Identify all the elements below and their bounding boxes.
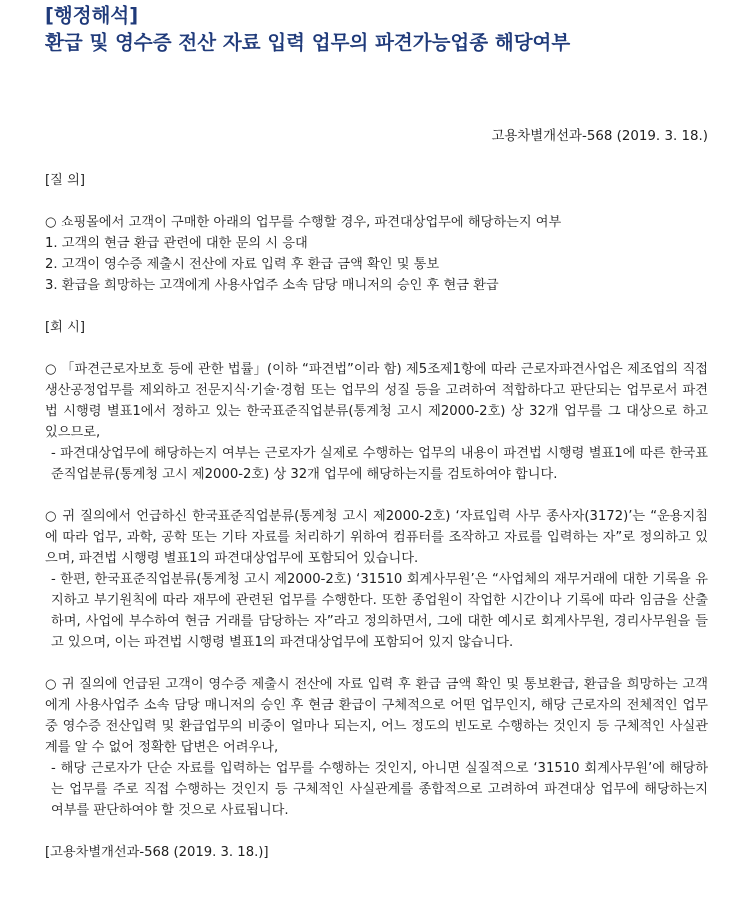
answer-paragraph-1: ○ 「파견근로자보호 등에 관한 법률」(이하 “파견법”이라 함) 제5조제1항에 따라 근로자파견사업은 제조업의 직접생산공정업무를 제외하고 전문지식·기술·경험 또는 업무의 성질 등을 고려하여 적합하다고 판단되는 업무로서 파견법 시행령 별표1에서 정하고 있는 한국표준직업분류(통계청 고시 제2000-2호) 상 32개 업무를 그 대상으로 하고 있으므로, [45,362,708,440]
question-item-3: 3. 환급을 희망하는 고객에게 사용사업주 소속 담당 매니저의 승인 후 현금 환급 [45,278,499,293]
answer-paragraph-1-sub: - 파견대상업무에 해당하는지 여부는 근로자가 실제로 수행하는 업무의 내용이 파견법 시행령 별표1에 따른 한국표준직업분류(통계청 고시 제2000-2호) 상 32개 업무에 해당하는지를 검토하여야 합니다. [51,446,708,482]
question-lead: ○ 쇼핑몰에서 고객이 구매한 아래의 업무를 수행할 경우, 파견대상업무에 해당하는지 여부 [45,215,562,230]
category-tag: [행정해석] [45,4,139,27]
answer-paragraph-2: ○ 귀 질의에서 언급하신 한국표준직업분류(통계청 고시 제2000-2호) ‘자료입력 사무 종사자(3172)’는 “운용지침에 따라 업무, 과학, 공학 또는 기타 자료를 처리하기 위하여 컴퓨터를 조작하고 자료를 입력하는 자”로 정의하고 있으며, 파견법 시행령 별표1의 파견대상업무에 포함되어 있습니다. [45,509,708,566]
document-title: 환급 및 영수증 전산 자료 입력 업무의 파견가능업종 해당여부 [45,31,571,54]
title-block [45,2,570,56]
answer-paragraph-2-sub: - 한편, 한국표준직업분류(통계청 고시 제2000-2호) ‘31510 회계사무원’은 “사업체의 재무거래에 대한 기록을 유지하고 부기원칙에 따라 재무에 관련된 업무를 수행한다. 또한 종업원이 작업한 시간이나 기록에 따라 임금을 산출하며, 사업에 부수하여 현금 거래를 담당하는 자”라고 정의하면서, 그에 대한 예시로 회계사무원, 경리사무원을 들고 있으며, 이는 파견법 시행령 별표1의 파견대상업무에 포함되어 있지 않습니다. [51,572,708,650]
question-heading: [질 의] [45,173,85,188]
document-body [45,170,708,863]
question-item-2: 2. 고객이 영수증 제출시 전산에 자료 입력 후 환급 금액 확인 및 통보 [45,257,440,272]
answer-paragraph-3: ○ 귀 질의에 언급된 고객이 영수증 제출시 전산에 자료 입력 후 환급 금액 확인 및 통보환급, 환급을 희망하는 고객에게 사용사업주 소속 담당 매니저의 승인 후 현금 환급이 구체적으로 어떤 업무인지, 해당 근로자의 전체적인 업무 중 영수증 전산입력 및 환급업무의 비중이 얼마나 되는지, 어느 정도의 빈도로 수행하는 것인지 등 구체적인 사실관계를 알 수 없어 정확한 답변은 어려우나, [45,677,708,755]
question-item-1: 1. 고객의 현금 환급 관련에 대한 문의 시 응대 [45,236,308,251]
reference-number: 고용차별개선과-568 (2019. 3. 18.) [491,129,708,144]
reference-bottom: [고용차별개선과-568 (2019. 3. 18.)] [45,845,269,860]
answer-paragraph-3-sub: - 해당 근로자가 단순 자료를 입력하는 업무를 수행하는 것인지, 아니면 실질적으로 ‘31510 회계사무원’에 해당하는 업무를 주로 직접 수행하는 것인지 등 구체적인 사실관계를 종합적으로 고려하여 파견대상 업무에 해당하는지 여부를 판단하여야 할 것으로 사료됩니다. [51,761,708,818]
answer-heading: [회 시] [45,320,85,335]
